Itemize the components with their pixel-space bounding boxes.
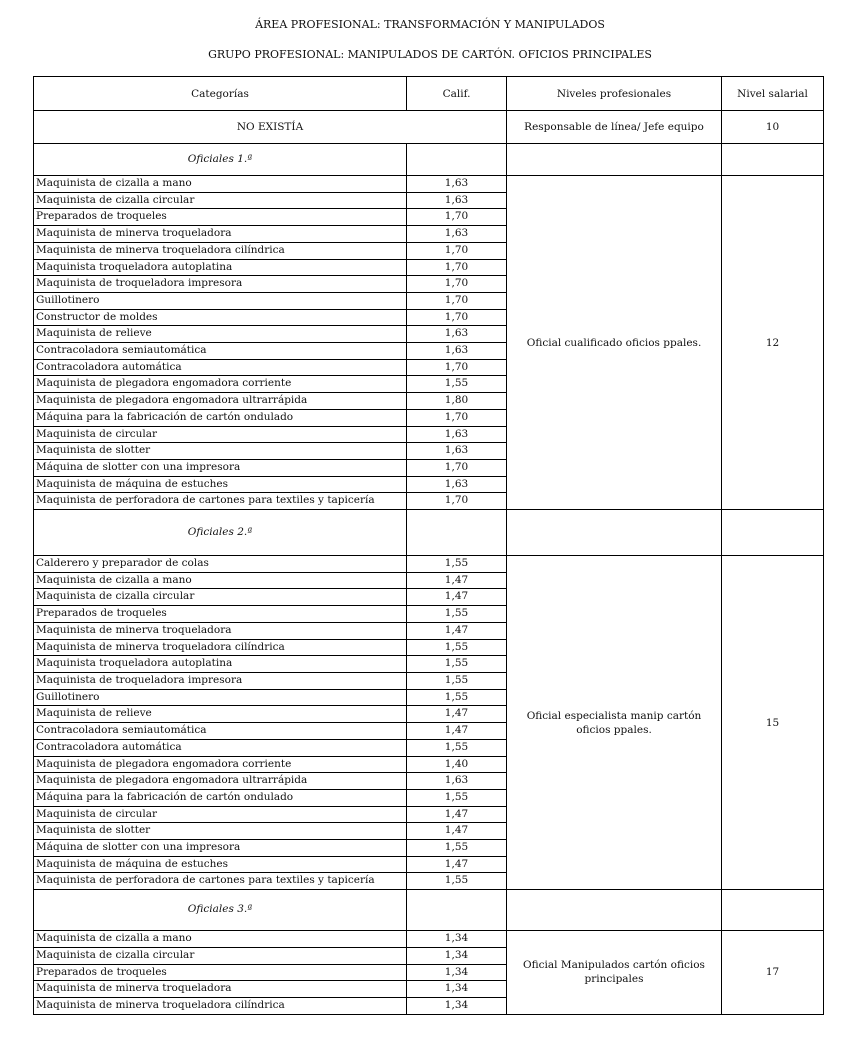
category-name: Máquina de slotter con una impresora	[34, 459, 407, 476]
no-existia-nivel: Responsable de línea/ Jefe equipo	[507, 111, 722, 144]
category-calif: 1,55	[407, 840, 507, 857]
no-existia-salarial: 10	[722, 111, 824, 144]
category-name: Maquinista de cizalla a mano	[34, 176, 407, 193]
category-calif: 1,55	[407, 739, 507, 756]
no-existia-row	[34, 111, 824, 144]
category-name: Maquinista de plegadora engomadora corriente	[34, 756, 407, 773]
category-name: Maquinista de troqueladora impresora	[34, 276, 407, 293]
section-salarial: 12	[722, 176, 824, 510]
category-calif: 1,70	[407, 292, 507, 309]
category-name: Maquinista de plegadora engomadora corriente	[34, 376, 407, 393]
section-title: Oficiales 2.ª	[34, 510, 407, 556]
category-name: Contracoladora automática	[34, 739, 407, 756]
category-calif: 1,70	[407, 309, 507, 326]
section-header-row	[34, 890, 824, 931]
category-calif: 1,47	[407, 572, 507, 589]
table-row	[34, 556, 824, 573]
category-name: Maquinista de perforadora de cartones para textiles y tapicería	[34, 493, 407, 510]
empty-cell	[722, 890, 824, 931]
category-name: Guillotinero	[34, 292, 407, 309]
section-nivel: Oficial especialista manip cartón oficios ppales.	[507, 556, 722, 890]
empty-cell	[407, 890, 507, 931]
category-name: Maquinista de slotter	[34, 443, 407, 460]
category-name: Máquina para la fabricación de cartón ondulado	[34, 789, 407, 806]
category-calif: 1,47	[407, 806, 507, 823]
category-calif: 1,63	[407, 226, 507, 243]
category-name: Maquinista troqueladora autoplatina	[34, 656, 407, 673]
category-calif: 1,63	[407, 192, 507, 209]
category-calif: 1,47	[407, 856, 507, 873]
category-calif: 1,80	[407, 393, 507, 410]
category-calif: 1,34	[407, 981, 507, 998]
category-calif: 1,34	[407, 997, 507, 1014]
category-name: Maquinista de cizalla circular	[34, 192, 407, 209]
header-niveles: Niveles profesionales	[507, 77, 722, 111]
category-calif: 1,34	[407, 964, 507, 981]
category-name: Maquinista de circular	[34, 806, 407, 823]
category-name: Maquinista de plegadora engomadora ultrarrápida	[34, 773, 407, 790]
empty-cell	[722, 510, 824, 556]
category-calif: 1,55	[407, 672, 507, 689]
category-calif: 1,47	[407, 706, 507, 723]
table-row	[34, 931, 824, 948]
category-calif: 1,55	[407, 873, 507, 890]
table-row	[34, 176, 824, 193]
category-name: Maquinista de slotter	[34, 823, 407, 840]
section-title: Oficiales 3.ª	[34, 890, 407, 931]
category-calif: 1,47	[407, 622, 507, 639]
no-existia-label: NO EXISTÍA	[34, 111, 507, 144]
section-nivel: Oficial cualificado oficios ppales.	[507, 176, 722, 510]
section-title: Oficiales 1.ª	[34, 144, 407, 176]
category-name: Maquinista de minerva troqueladora cilíndrica	[34, 639, 407, 656]
category-calif: 1,55	[407, 376, 507, 393]
category-calif: 1,70	[407, 259, 507, 276]
empty-cell	[507, 144, 722, 176]
category-calif: 1,70	[407, 242, 507, 259]
category-name: Guillotinero	[34, 689, 407, 706]
header-calif: Calif.	[407, 77, 507, 111]
category-calif: 1,63	[407, 343, 507, 360]
empty-cell	[407, 144, 507, 176]
category-calif: 1,55	[407, 656, 507, 673]
category-calif: 1,34	[407, 931, 507, 948]
category-name: Preparados de troqueles	[34, 606, 407, 623]
category-name: Maquinista de minerva troqueladora	[34, 226, 407, 243]
category-calif: 1,55	[407, 639, 507, 656]
category-name: Preparados de troqueles	[34, 209, 407, 226]
category-name: Maquinista de cizalla a mano	[34, 931, 407, 948]
category-name: Constructor de moldes	[34, 309, 407, 326]
category-name: Maquinista de minerva troqueladora cilíndrica	[34, 242, 407, 259]
category-calif: 1,63	[407, 476, 507, 493]
category-calif: 1,47	[407, 723, 507, 740]
area-title: ÁREA PROFESIONAL: TRANSFORMACIÓN Y MANIPULADOS	[255, 18, 605, 31]
category-calif: 1,55	[407, 556, 507, 573]
category-calif: 1,63	[407, 426, 507, 443]
empty-cell	[507, 510, 722, 556]
category-calif: 1,63	[407, 326, 507, 343]
section-nivel: Oficial Manipulados cartón oficios principales	[507, 931, 722, 1015]
category-calif: 1,70	[407, 409, 507, 426]
section-salarial: 15	[722, 556, 824, 890]
category-name: Maquinista de perforadora de cartones para textiles y tapicería	[34, 873, 407, 890]
categories-table	[33, 76, 824, 1015]
empty-cell	[507, 890, 722, 931]
category-calif: 1,55	[407, 689, 507, 706]
category-name: Maquinista de máquina de estuches	[34, 476, 407, 493]
category-name: Maquinista de plegadora engomadora ultrarrápida	[34, 393, 407, 410]
category-name: Contracoladora automática	[34, 359, 407, 376]
category-calif: 1,70	[407, 276, 507, 293]
header-categorias: Categorías	[34, 77, 407, 111]
category-name: Maquinista de relieve	[34, 706, 407, 723]
category-name: Maquinista de minerva troqueladora	[34, 622, 407, 639]
section-header-row	[34, 510, 824, 556]
category-calif: 1,70	[407, 209, 507, 226]
category-calif: 1,63	[407, 176, 507, 193]
category-calif: 1,70	[407, 459, 507, 476]
category-name: Contracoladora semiautomática	[34, 723, 407, 740]
section-salarial: 17	[722, 931, 824, 1015]
category-name: Maquinista de cizalla a mano	[34, 572, 407, 589]
category-calif: 1,63	[407, 443, 507, 460]
category-name: Máquina de slotter con una impresora	[34, 840, 407, 857]
category-calif: 1,70	[407, 493, 507, 510]
empty-cell	[722, 144, 824, 176]
category-calif: 1,40	[407, 756, 507, 773]
category-name: Maquinista de cizalla circular	[34, 947, 407, 964]
category-calif: 1,63	[407, 773, 507, 790]
category-name: Máquina para la fabricación de cartón ondulado	[34, 409, 407, 426]
category-name: Maquinista de relieve	[34, 326, 407, 343]
category-name: Maquinista troqueladora autoplatina	[34, 259, 407, 276]
category-calif: 1,55	[407, 789, 507, 806]
category-name: Preparados de troqueles	[34, 964, 407, 981]
table-header-row	[34, 77, 824, 111]
category-calif: 1,34	[407, 947, 507, 964]
category-calif: 1,70	[407, 359, 507, 376]
group-title: GRUPO PROFESIONAL: MANIPULADOS DE CARTÓN. OFICIOS PRINCIPALES	[208, 48, 652, 61]
category-calif: 1,55	[407, 606, 507, 623]
section-header-row	[34, 144, 824, 176]
empty-cell	[407, 510, 507, 556]
header-nivel-salarial: Nivel salarial	[722, 77, 824, 111]
category-name: Maquinista de cizalla circular	[34, 589, 407, 606]
category-name: Contracoladora semiautomática	[34, 343, 407, 360]
category-name: Maquinista de troqueladora impresora	[34, 672, 407, 689]
category-name: Maquinista de minerva troqueladora cilíndrica	[34, 997, 407, 1014]
category-name: Calderero y preparador de colas	[34, 556, 407, 573]
category-name: Maquinista de minerva troqueladora	[34, 981, 407, 998]
category-calif: 1,47	[407, 589, 507, 606]
category-name: Maquinista de circular	[34, 426, 407, 443]
category-calif: 1,47	[407, 823, 507, 840]
category-name: Maquinista de máquina de estuches	[34, 856, 407, 873]
